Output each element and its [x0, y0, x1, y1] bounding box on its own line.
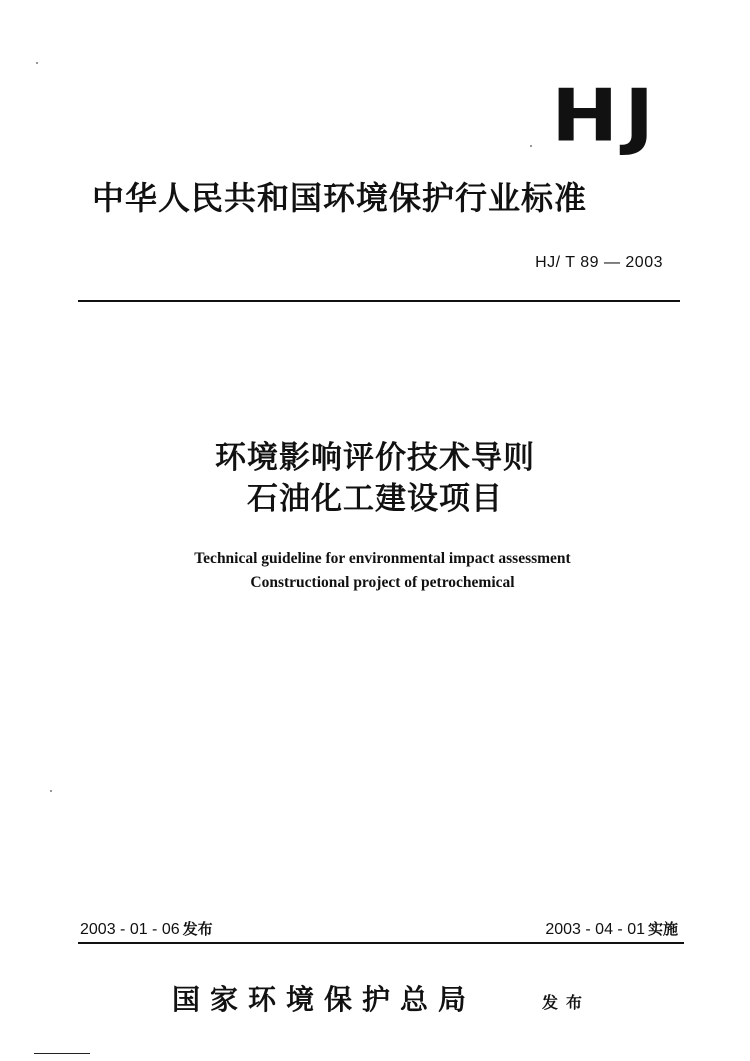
standard-number: HJ/ T 89 — 2003	[535, 254, 663, 271]
scan-speck	[50, 790, 52, 792]
issue-date-value: 2003 - 01 - 06	[80, 921, 180, 938]
header-divider	[78, 300, 680, 302]
publisher-name: 国家环境保护总局	[172, 983, 477, 1016]
publisher-action: 发布	[542, 993, 591, 1012]
footer-divider	[78, 942, 684, 944]
scan-speck	[530, 145, 532, 147]
implementation-date	[545, 918, 678, 939]
title-cn-line-1: 环境影响评价技术导则	[215, 440, 535, 476]
issue-date	[80, 918, 213, 939]
title-cn-line-2: 石油化工建设项目	[247, 481, 503, 517]
document-title-english	[0, 547, 750, 595]
scan-speck	[36, 62, 38, 64]
title-en-line-2: Constructional project of petrochemical	[250, 574, 515, 591]
implement-date-value: 2003 - 04 - 01	[545, 921, 645, 938]
implement-label: 实施	[647, 920, 678, 938]
title-en-line-1: Technical guideline for environmental impact assessment	[194, 550, 571, 567]
page-footer-rule	[34, 1053, 90, 1054]
standard-category-title: 中华人民共和国环境保护行业标准	[92, 179, 588, 217]
issue-label: 发布	[182, 920, 213, 938]
hj-logo: HJ	[551, 73, 660, 158]
document-title-chinese	[0, 438, 750, 520]
